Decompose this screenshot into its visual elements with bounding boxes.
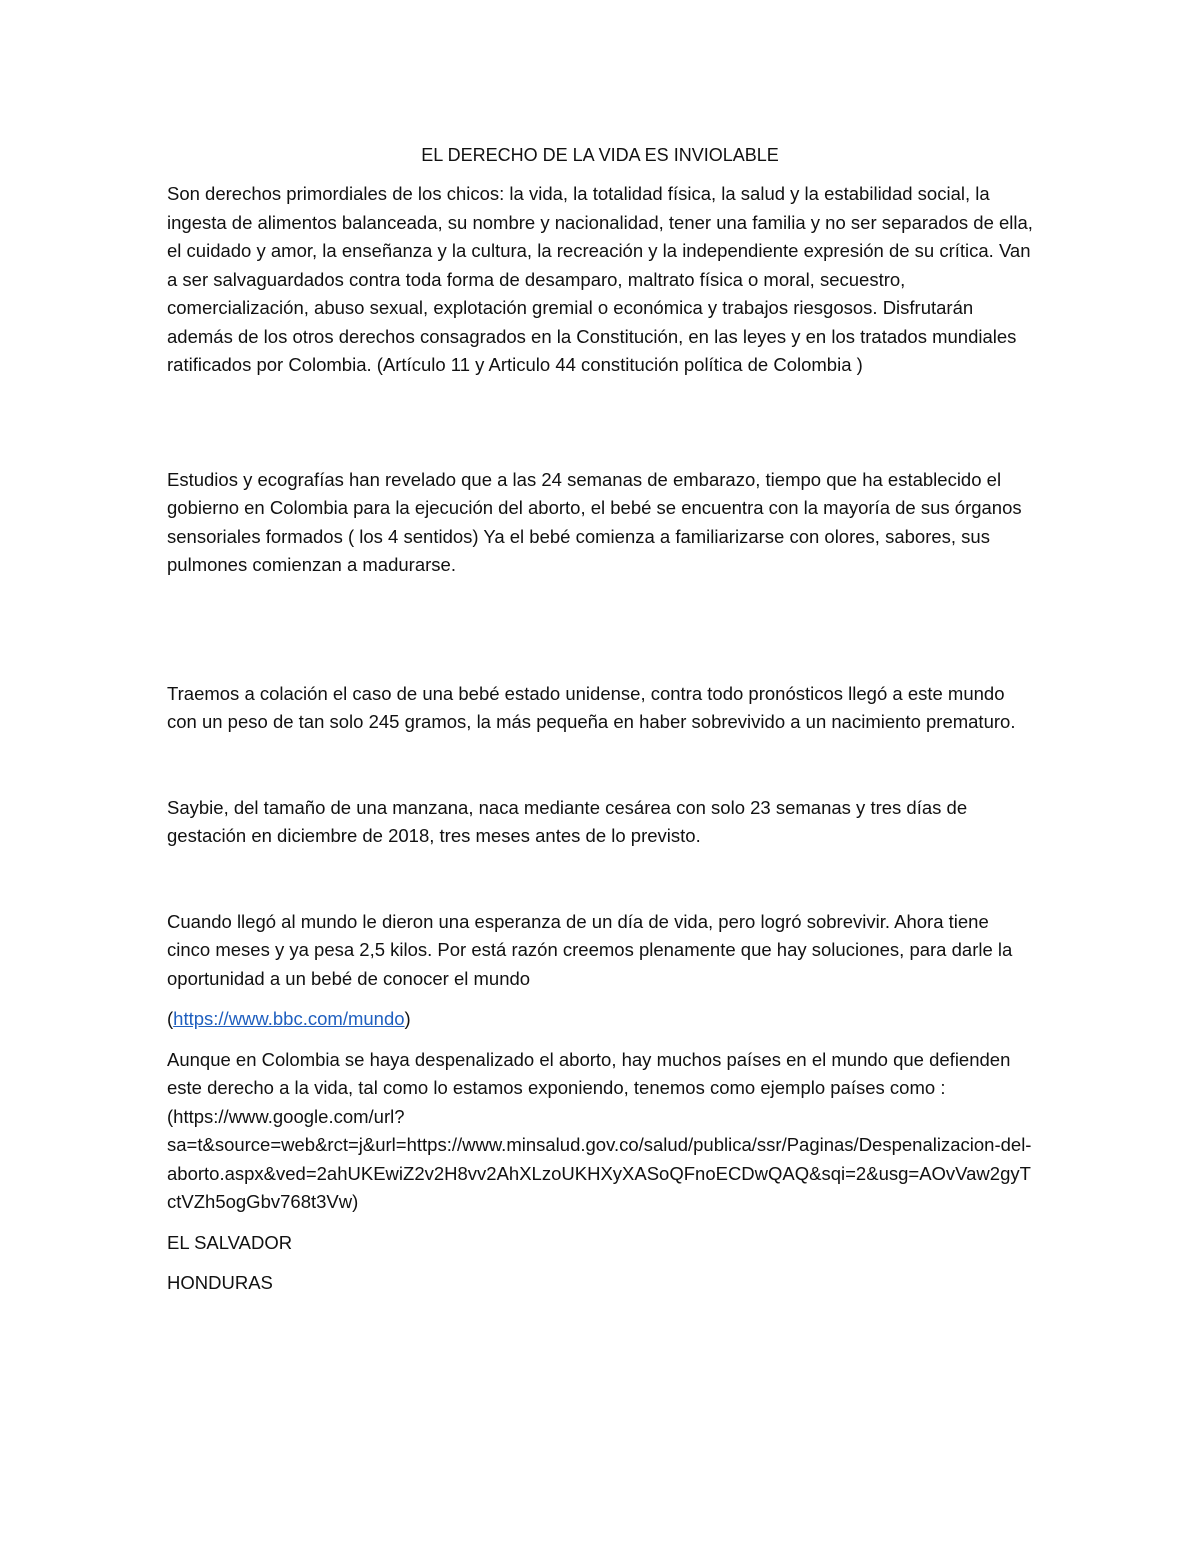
country-honduras: HONDURAS [167, 1272, 273, 1293]
document-title: EL DERECHO DE LA VIDA ES INVIOLABLE [421, 145, 779, 165]
source-citation [167, 1005, 1033, 1034]
citation-close-paren: ) [404, 1008, 411, 1029]
paragraph-survival: Cuando llegó al mundo le dieron una esperanza de un día de vida, pero logró sobrevivir. Ahora tiene cinco meses y ya pesa 2,5 kilos. Por está razón creemos plenamente que hay soluciones, para darle la oportunidad a un bebé de conocer el mundo [167, 910, 1013, 989]
countries-intro-text: Aunque en Colombia se haya despenalizado el aborto, hay muchos países en el mundo que defienden este derecho a la vida, tal como lo estamos exponiendo, tenemos como ejemplo países como : (https://www.google.com/url? [167, 1048, 1011, 1127]
paragraph-premature-baby: Traemos a colación el caso de una bebé estado unidense, contra todo pronósticos llegó a este mundo con un peso de tan solo 245 gramos, la más pequeña en haber sobrevivido a un nacimiento prematuro. [167, 682, 1016, 732]
paragraph-countries-intro [167, 1046, 1033, 1217]
paragraph-ultrasound: Estudios y ecografías han revelado que a las 24 semanas de embarazo, tiempo que ha establecido el gobierno en Colombia para la ejecución del aborto, el bebé se encuentra con la mayoría de sus órganos sensoriales formados ( los 4 sentidos) Ya el bebé comienza a familiarizarse con olores, sabores, sus pulmones comienzan a madurarse. [167, 468, 1022, 575]
citation-open-paren: ( [167, 1008, 174, 1029]
country-el-salvador: EL SALVADOR [167, 1231, 293, 1253]
paragraph-saybie: Saybie, del tamaño de una manzana, naca mediante cesárea con solo 23 semanas y tres días de gestación en diciembre de 2018, tres meses antes de lo previsto. [167, 796, 968, 846]
minsalud-url-text: sa=t&source=web&rct=j&url=https://www.minsalud.gov.co/salud/publica/ssr/Paginas/Despenalizacion-del-aborto.aspx&ved=2ahUKEwiZ2v2H8vv2AhXLzoUKHXyXASoQFnoECDwQAQ&sqi=2&usg=AOvVaw2gyTctVZh5ogGbv768t3Vw) [167, 1134, 1032, 1212]
document-body [167, 142, 1033, 1298]
paragraph-rights: Son derechos primordiales de los chicos: la vida, la totalidad física, la salud y la estabilidad social, la ingesta de alimentos balanceada, su nombre y nacionalidad, tener una familia y no ser separados de ella, el cuidado y amor, la enseñanza y la cultura, la recreación y la independiente expresión de su crítica. Van a ser salvaguardados contra toda forma de desamparo, maltrato física o moral, secuestro, comercialización, abuso sexual, explotación gremial o económica y trabajos riesgosos. Disfrutarán además de los otros derechos consagrados en la Constitución, en las leyes y en los tratados mundiales ratificados por Colombia. (Artículo 11 y Articulo 44 constitución política de Colombia ) [167, 183, 1033, 375]
bbc-mundo-link[interactable]: https://www.bbc.com/mundo [173, 1008, 405, 1029]
